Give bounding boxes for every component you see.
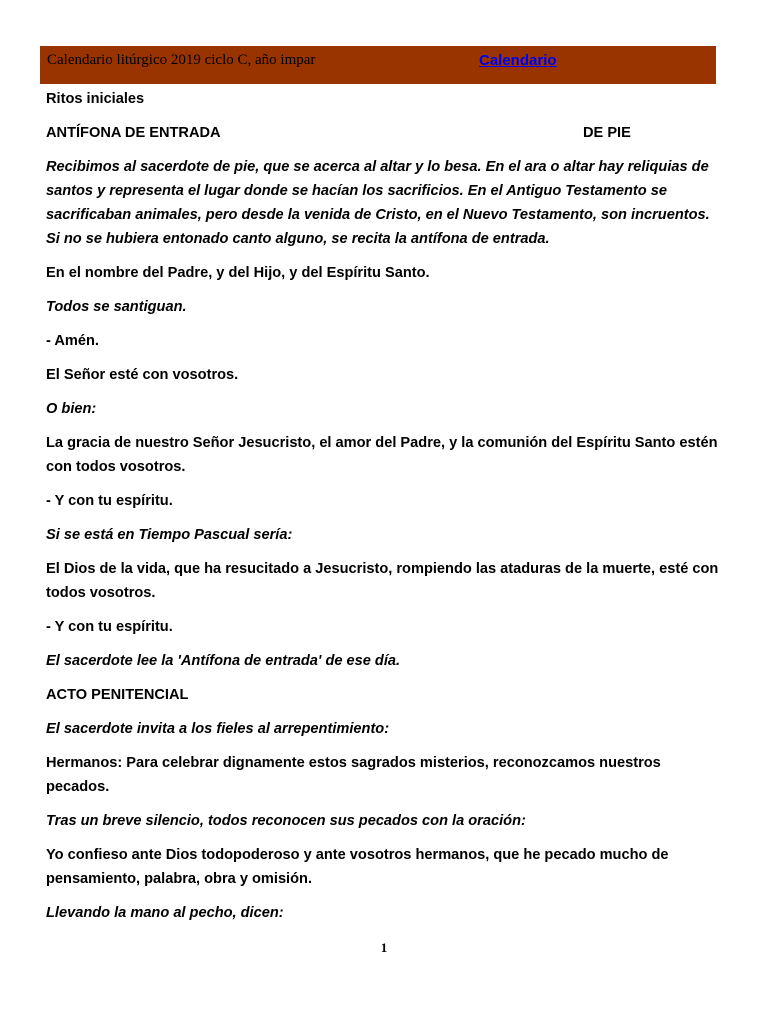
rubric-paragraph: Si se está en Tiempo Pascual sería: xyxy=(46,527,293,543)
text-paragraph: El Señor esté con vosotros. xyxy=(46,367,239,383)
antiphon-heading: ANTÍFONA DE ENTRADA xyxy=(46,125,221,141)
calendar-link[interactable]: Calendario xyxy=(479,52,557,69)
response-paragraph: - Y con tu espíritu. xyxy=(46,619,173,635)
rubric-paragraph: Recibimos al sacerdote de pie, que se acerca al altar y lo besa. En el ara o altar hay reliquias de santos y representa el lugar donde se hacían los sacrificios. En el Antiguo Testamento se sacrificaban animales, pero desde la venida de Cristo, en el Nuevo Testamento, son incruentos. Si no se hubiera entonado canto alguno, se recita la antífona de entrada. xyxy=(46,159,710,247)
text-paragraph: En el nombre del Padre, y del Hijo, y del Espíritu Santo. xyxy=(46,265,430,281)
calendar-title: Calendario litúrgico 2019 ciclo C, año impar xyxy=(47,52,316,68)
rubric-paragraph: O bien: xyxy=(46,401,97,417)
section-heading-acto-penitencial: ACTO PENITENCIAL xyxy=(46,687,189,703)
text-paragraph: La gracia de nuestro Señor Jesucristo, el amor del Padre, y la comunión del Espíritu Santo estén con todos vosotros. xyxy=(46,435,718,475)
section-heading-ritos: Ritos iniciales xyxy=(46,91,145,107)
text-paragraph: El Dios de la vida, que ha resucitado a Jesucristo, rompiendo las ataduras de la muerte, esté con todos vosotros. xyxy=(46,561,719,601)
rubric-paragraph: Tras un breve silencio, todos reconocen sus pecados con la oración: xyxy=(46,813,526,829)
response-paragraph: - Amén. xyxy=(46,333,99,349)
document-body xyxy=(46,87,722,935)
text-paragraph: Hermanos: Para celebrar dignamente estos sagrados misterios, reconozcamos nuestros pecados. xyxy=(46,755,661,795)
text-paragraph: Yo confieso ante Dios todopoderoso y ante vosotros hermanos, que he pecado mucho de pensamiento, palabra, obra y omisión. xyxy=(46,847,669,887)
rubric-paragraph: Llevando la mano al pecho, dicen: xyxy=(46,905,284,921)
page-number: 1 xyxy=(380,940,388,955)
antiphon-heading-row xyxy=(46,121,722,145)
rubric-paragraph: El sacerdote lee la 'Antífona de entrada' de ese día. xyxy=(46,653,401,669)
response-paragraph: - Y con tu espíritu. xyxy=(46,493,173,509)
header-banner xyxy=(40,46,716,84)
posture-label: DE PIE xyxy=(583,125,631,141)
rubric-paragraph: Todos se santiguan. xyxy=(46,299,187,315)
rubric-paragraph: El sacerdote invita a los fieles al arrepentimiento: xyxy=(46,721,390,737)
